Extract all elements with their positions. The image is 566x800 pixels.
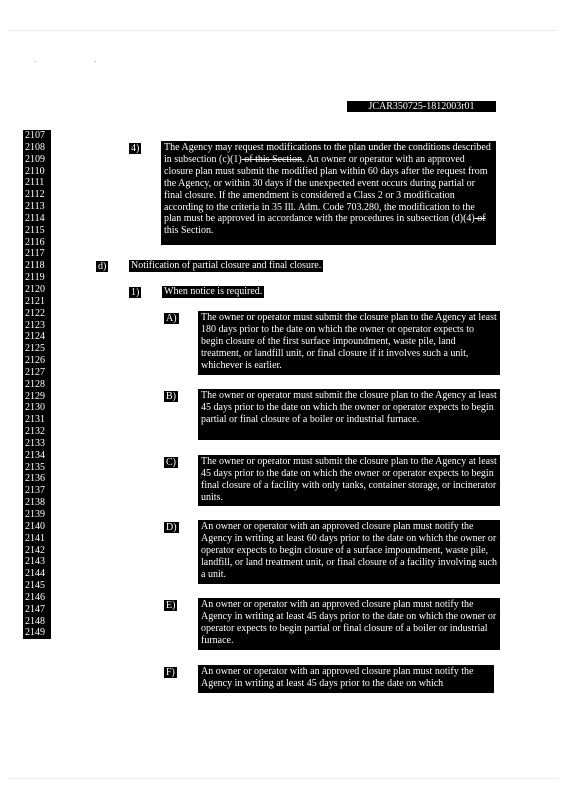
line-number: 2143 [25,556,45,568]
line-number: 2111 [25,177,45,189]
line-number: 2144 [25,568,45,580]
item-b-text: The owner or operator must submit the closure plan to the Agency at least 45 days prior to the date on which the owner or operator expects to begin partial or final closure of a boiler or industrial furnace. [198,389,500,440]
para-4-struck-2: of [474,213,486,225]
line-number: 2109 [25,153,45,165]
line-number: 2121 [25,295,45,307]
line-number: 2132 [25,426,45,438]
line-number: 2138 [25,497,45,509]
line-number: 2122 [25,307,45,319]
line-number: 2118 [25,260,45,272]
line-number: 2147 [25,603,45,615]
line-number: 2145 [25,580,45,592]
sub-1-marker: 1) [131,287,140,298]
para-4-text-b: . An owner or operator with an approved closure plan must submit the modified plan within 60 days after the request from the Agency, or within 30 days if the unexpected event occurs during partial or final closure. If the amendment is considered a Class 2 or 3 modification according to the criteria in 35 Ill. Adm. Code 703.280, the modification to the plan must be approved in accordance with the procedures in subsection (d)(4) [164,153,488,225]
line-number: 2123 [25,319,45,331]
line-number: 2112 [25,189,45,201]
line-number: 2108 [25,141,45,153]
line-number: 2114 [25,212,45,224]
scan-specks: · · [34,58,125,66]
item-e-text: An owner or operator with an approved closure plan must notify the Agency in writing at least 45 days prior to the date on which the owner or operator expects to begin partial or final closure of a boiler or industrial furnace. [198,598,500,650]
line-number: 2149 [25,627,45,639]
line-number: 2107 [25,130,45,141]
item-f-text: An owner or operator with an approved closure plan must notify the Agency in writing at least 45 days prior to the date on which [198,665,494,693]
line-number: 2110 [25,165,45,177]
line-number: 2130 [25,402,45,414]
line-number: 2119 [25,272,45,284]
page-top-edge [8,30,558,31]
line-number: 2120 [25,283,45,295]
item-e-marker: E) [166,600,176,611]
line-number-column [23,130,51,639]
item-d-text: An owner or operator with an approved closure plan must notify the Agency in writing at least 60 days prior to the date on which the owner or operator expects to begin closure of a surface impoundment, waste pile, landfill, or land treatment unit, or final closure of a facility involving such a unit. [198,520,500,584]
line-number: 2116 [25,236,45,248]
line-number: 2140 [25,520,45,532]
line-number: 2124 [25,331,45,343]
line-number: 2148 [25,615,45,627]
line-number: 2126 [25,355,45,367]
item-c-text: The owner or operator must submit the closure plan to the Agency at least 45 days prior to the date on which the owner or operator expects to begin final closure of a facility with only tanks, container storage, or incinerator units. [198,455,500,506]
line-number: 2115 [25,224,45,236]
line-number: 2134 [25,449,45,461]
para-4-text-c: this Section. [164,225,214,237]
line-number: 2135 [25,461,45,473]
line-number: 2133 [25,437,45,449]
line-number: 2146 [25,591,45,603]
document-id: JCAR350725-1812003r01 [347,101,496,112]
section-d-marker: d) [98,261,107,272]
line-number: 2128 [25,378,45,390]
item-f-marker: F) [166,667,175,678]
item-c-marker: C) [166,457,176,468]
item-d-marker: D) [166,522,177,533]
line-number: 2129 [25,390,45,402]
line-number: 2113 [25,201,45,213]
sub-1-heading: When notice is required. [164,286,263,297]
item-b-marker: B) [166,391,176,402]
section-d-heading: Notification of partial closure and final closure. [131,260,322,271]
line-number: 2131 [25,414,45,426]
line-number: 2139 [25,509,45,520]
para-4-struck-1: of this Section [241,153,303,165]
line-number: 2142 [25,544,45,556]
para-4-text [161,141,496,245]
item-a-text: The owner or operator must submit the closure plan to the Agency at least 180 days prior to the date on which the owner or operator expects to begin closure of the first surface impoundment, waste pile, land treatment, or landfill unit, or final closure if it involves such a unit, whichever is earlier. [198,311,500,375]
line-number: 2136 [25,473,45,485]
page-bottom-edge [8,778,558,779]
line-number: 2125 [25,343,45,355]
para-4-text-a: The Agency may request modifications to the plan under the conditions described in subsection (c)(1) [164,142,491,165]
line-number: 2117 [25,248,45,260]
line-number: 2137 [25,485,45,497]
line-number: 2141 [25,532,45,544]
para-4-marker: 4) [131,143,140,154]
line-number: 2127 [25,366,45,378]
item-a-marker: A) [166,313,177,324]
